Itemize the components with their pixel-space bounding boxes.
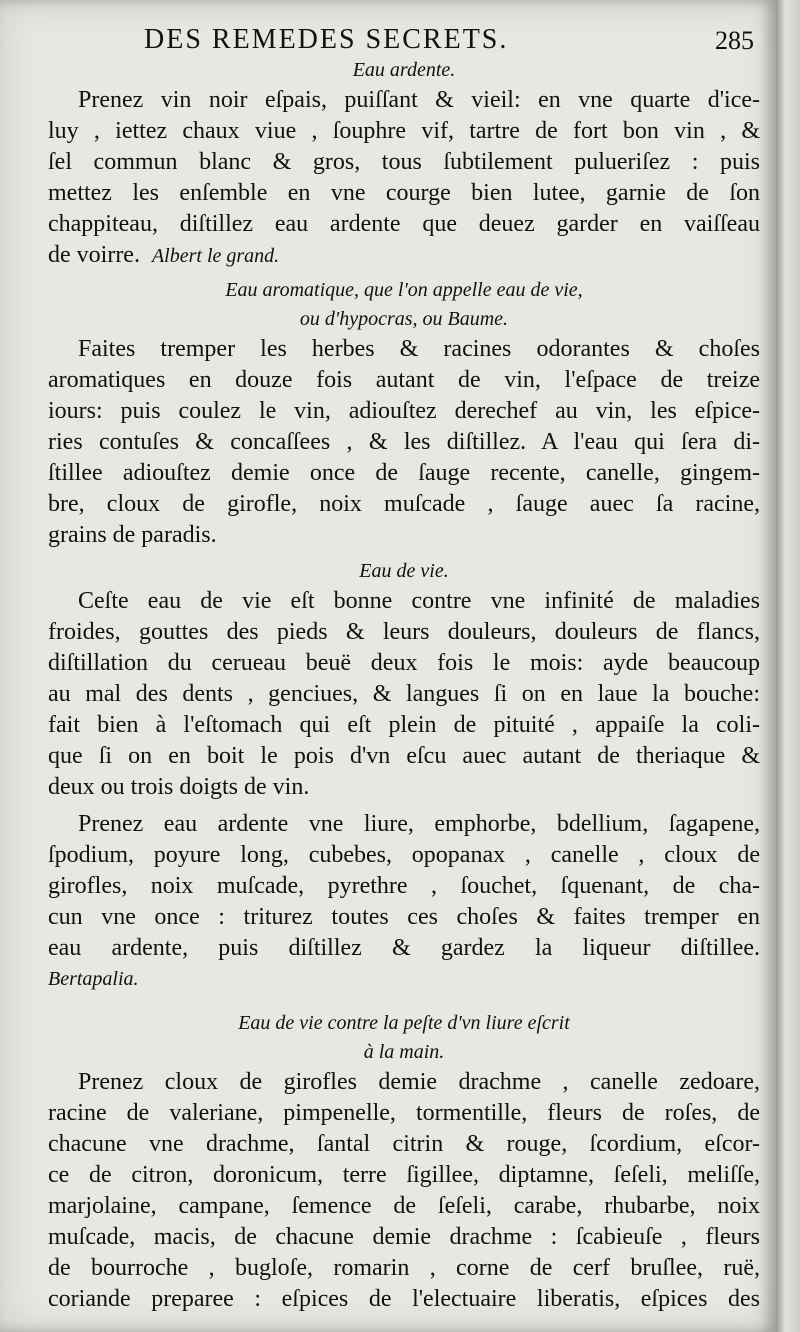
text-line: bre, cloux de girofle, noix muſcade , ſauge auec ſa racine, xyxy=(48,491,760,517)
text-line: chacune vne drachme, ſantal citrin & rouge, ſcordium, eſcor- xyxy=(48,1131,760,1157)
text-line: aromatiques en douze fois autant de vin, l'eſpace de treize xyxy=(48,367,760,393)
heading-line: à la main. xyxy=(363,1041,445,1063)
text-line: mettez les enſemble en vne courge bien lutee, garnie de ſon xyxy=(48,180,760,206)
page-header xyxy=(48,18,760,56)
page-edge xyxy=(776,0,800,1332)
text-line: ſtillee adiouſtez demie once de ſauge recente, canelle, gingem- xyxy=(48,460,760,486)
text-line xyxy=(48,240,760,272)
text-line: grains de paradis. xyxy=(48,522,217,548)
section-heading xyxy=(48,276,760,334)
source-attribution: Albert le grand. xyxy=(151,245,280,267)
text-line: chappiteau, diſtillez eau ardente que deuez garder en vaiſſeau xyxy=(48,211,760,237)
heading-line: Eau ardente. xyxy=(352,59,456,81)
text-line: fait bien à l'eſtomach qui eſt plein de pituité , appaiſe la coli- xyxy=(48,712,760,738)
text-line: eau ardente, puis diſtillez & gardez la liqueur diſtillee. xyxy=(48,935,760,961)
text-line: au mal des dents , genciues, & langues ſi on en laue la bouche: xyxy=(48,681,760,707)
paragraph xyxy=(48,809,760,995)
text-line: ce de citron, doronicum, terre ſigillee, diptamne, ſeſeli, meliſſe, xyxy=(48,1162,760,1188)
page-number: 285 xyxy=(715,26,754,55)
page-content xyxy=(48,18,760,1315)
text-line: Faites tremper les herbes & racines odorantes & choſes xyxy=(78,336,760,362)
text-line: ries contuſes & concaſſees , & les diſtillez. A l'eau qui ſera di- xyxy=(48,429,760,455)
text-line: girofles, noix muſcade, pyrethre , ſouchet, ſquenant, de cha- xyxy=(48,873,760,899)
text-line: Prenez vin noir eſpais, puiſſant & vieil: en vne quarte d'ice- xyxy=(78,87,760,113)
text-line: diſtillation du cerueau beuë deux fois le mois: ayde beaucoup xyxy=(48,650,760,676)
paragraph xyxy=(48,586,760,803)
text-line: muſcade, macis, de chacune demie drachme : ſcabieuſe , fleurs xyxy=(48,1224,760,1250)
text-line: coriande preparee : eſpices de l'electuaire liberatis, eſpices des xyxy=(48,1286,760,1312)
text-line: que ſi on en boit le pois d'vn eſcu auec autant de theriaque & xyxy=(48,743,760,769)
heading-line: Eau aromatique, que l'on appelle eau de vie, xyxy=(225,279,583,301)
heading-line: Eau de vie. xyxy=(359,560,449,582)
source-attribution: Bertapalia. xyxy=(48,968,139,990)
text-line: ſpodium, poyure long, cubebes, opopanax , canelle , cloux de xyxy=(48,842,760,868)
text-fragment: de voirre. xyxy=(48,242,140,268)
section-heading xyxy=(48,557,760,586)
heading-line: Eau de vie contre la peſte d'vn liure eſcrit xyxy=(238,1012,570,1034)
paragraph xyxy=(48,1067,760,1315)
paragraph xyxy=(48,85,760,272)
section-heading xyxy=(48,56,760,85)
paragraph xyxy=(48,334,760,551)
section-heading xyxy=(48,1009,760,1067)
text-line: luy , iettez chaux viue , ſouphre vif, tartre de fort bon vin , & xyxy=(48,118,760,144)
text-line: de bourroche , bugloſe, romarin , corne de cerf bruſlee, ruë, xyxy=(48,1255,760,1281)
text-line: marjolaine, campane, ſemence de ſeſeli, carabe, rhubarbe, noix xyxy=(48,1193,760,1219)
text-line: Prenez cloux de girofles demie drachme , canelle zedoare, xyxy=(78,1069,760,1095)
text-line: racine de valeriane, pimpenelle, tormentille, fleurs de roſes, de xyxy=(48,1100,760,1126)
text-line: deux ou trois doigts de vin. xyxy=(48,774,310,800)
running-title: DES REMEDES SECRETS. xyxy=(144,24,509,55)
text-line: iours: puis coulez le vin, adiouſtez derechef au vin, les eſpice- xyxy=(48,398,760,424)
heading-line: ou d'hypocras, ou Baume. xyxy=(299,308,509,330)
text-line: cun vne once : triturez toutes ces choſes & faites tremper en xyxy=(48,904,760,930)
text-line: Prenez eau ardente vne liure, emphorbe, bdellium, ſagapene, xyxy=(78,811,760,837)
text-line: Ceſte eau de vie eſt bonne contre vne infinité de maladies xyxy=(78,588,760,614)
text-line: froides, gouttes des pieds & leurs douleurs, douleurs de flancs, xyxy=(48,619,760,645)
text-line: ſel commun blanc & gros, tous ſubtilement pulueriſez : puis xyxy=(48,149,760,175)
